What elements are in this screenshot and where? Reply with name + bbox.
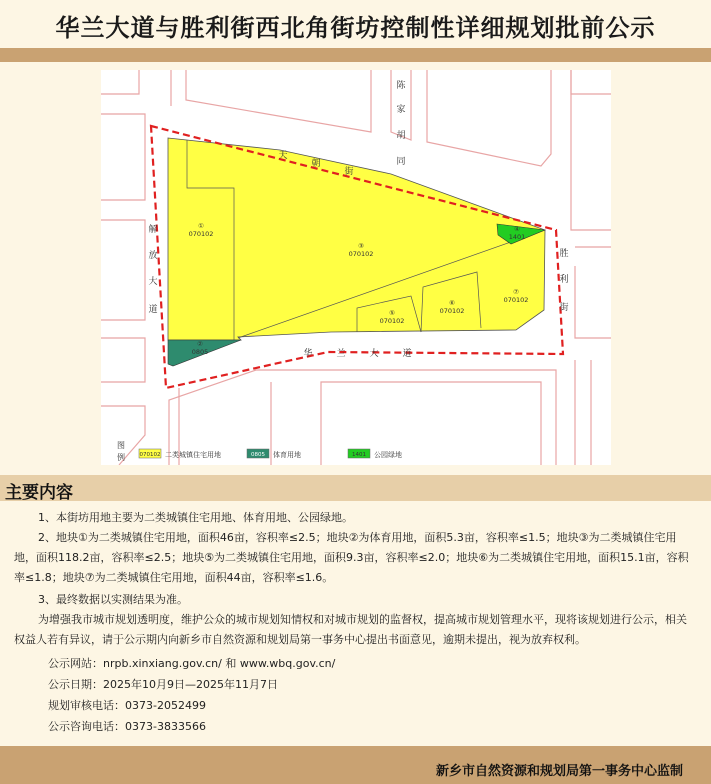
section-header <box>0 475 711 501</box>
legend-code-park: 1401 <box>352 452 366 458</box>
content-item-1: 1、本街坊用地主要为二类城镇住宅用地、体育用地、公园绿地。 <box>38 511 353 524</box>
road-hualan-4: 道 <box>402 349 412 359</box>
road-tianchao-2: 朝 <box>311 159 321 169</box>
notice-website: 公示网站：nrpb.xinxiang.gov.cn/ 和 www.wbq.gov.cn/ <box>48 657 336 670</box>
block-4-code: 1401 <box>508 233 526 241</box>
block-5-code: 070102 <box>379 317 405 325</box>
road-chenjiahu-3: 胡 <box>396 131 406 141</box>
road-hualan-3: 大 <box>369 349 379 359</box>
block-1-code: 070102 <box>188 230 214 238</box>
block-4-no: ④ <box>514 225 520 233</box>
road-shengli-3: 街 <box>559 303 569 313</box>
block-2-code: 0805 <box>191 348 209 356</box>
legend-label-sports: 体育用地 <box>273 451 301 459</box>
block-2-no: ② <box>197 340 203 348</box>
road-hualan-1: 华 <box>303 349 313 359</box>
consult-phone: 公示咨询电话：0373-3833566 <box>48 720 206 733</box>
road-tianchao-1: 天 <box>278 151 288 161</box>
planning-map <box>101 70 611 465</box>
block-7-code: 070102 <box>503 296 529 304</box>
legend-label-residential: 二类城镇住宅用地 <box>165 451 221 459</box>
block-6-no: ⑥ <box>449 299 455 307</box>
road-jiefang-4: 道 <box>148 305 158 315</box>
road-chenjiahu-2: 家 <box>396 105 406 115</box>
footer-credit: 新乡市自然资源和规划局第一事务中心监制 <box>435 764 683 779</box>
road-jiefang-1: 解 <box>148 225 158 235</box>
block-3-code: 070102 <box>348 250 374 258</box>
content-item-3: 3、最终数据以实测结果为准。 <box>38 593 188 606</box>
block-7-no: ⑦ <box>513 288 519 296</box>
review-phone: 规划审核电话：0373-2052499 <box>48 699 206 712</box>
header-bar <box>0 48 711 62</box>
block-3-no: ③ <box>358 242 364 250</box>
footer <box>0 746 711 784</box>
legend-code-residential: 070102 <box>139 452 161 458</box>
block-6-code: 070102 <box>439 307 465 315</box>
map-drawing <box>101 70 611 465</box>
block-5-no: ⑤ <box>389 309 395 317</box>
block-1-no: ① <box>198 222 204 230</box>
road-jiefang-2: 放 <box>148 251 158 261</box>
notice-date: 公示日期：2025年10月9日—2025年11月7日 <box>48 678 278 691</box>
road-shengli-1: 胜 <box>559 249 569 259</box>
road-shengli-2: 利 <box>559 275 569 285</box>
residential-area <box>168 138 545 340</box>
legend-code-sports: 0805 <box>251 452 265 458</box>
header <box>0 0 711 62</box>
road-chenjiahu-4: 同 <box>396 157 406 167</box>
legend <box>117 441 402 462</box>
road-chenjiahu-1: 陈 <box>396 81 406 91</box>
section-title: 主要内容 <box>5 483 73 503</box>
road-tianchao-3: 街 <box>344 167 354 177</box>
page-title: 华兰大道与胜利街西北角街坊控制性详细规划批前公示 <box>55 14 656 42</box>
legend-label-park: 公园绿地 <box>374 451 402 459</box>
notice-paragraph: 为增强我市城市规划透明度，维护公众的城市规划知情权和对城市规划的监督权，提高城市规划管理水平，现将该规划进行公示，相关权益人若有异议，请于公示期内向新乡市自然资源和规划局第一事务中心提出书面意见，逾期未提出，视为放弃权利。 <box>14 613 687 646</box>
road-jiefang-3: 大 <box>148 277 158 287</box>
legend-title-1: 图 <box>117 441 125 450</box>
road-hualan-2: 兰 <box>336 349 346 359</box>
legend-title-2: 例 <box>117 453 125 462</box>
content-item-2: 2、地块①为二类城镇住宅用地，面积46亩，容积率≤2.5；地块②为体育用地，面积5.3亩，容积率≤1.5；地块③为二类城镇住宅用地，面积118.2亩，容积率≤2.5；地块⑤为二类城镇住宅用地，面积9.3亩，容积率≤2.0；地块⑥为二类城镇住宅用地，面积15.1亩，容积率≤1.8；地块⑦为二类城镇住宅用地，面积44亩，容积率≤1.6。 <box>14 531 689 584</box>
